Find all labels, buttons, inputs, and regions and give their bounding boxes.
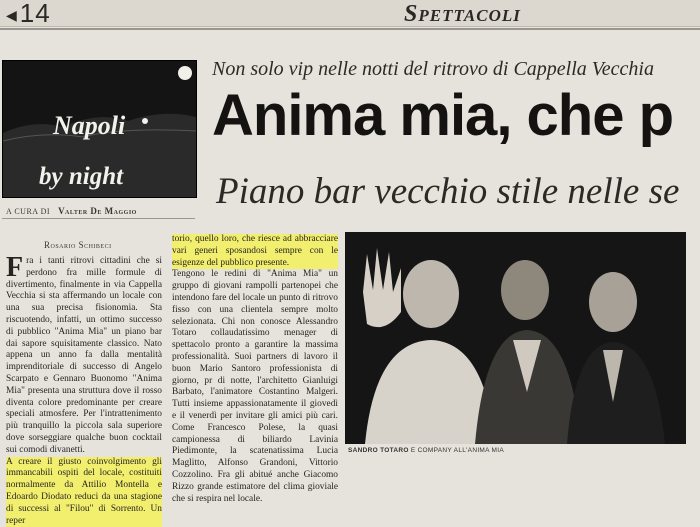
drop-cap: F	[6, 252, 24, 283]
curated-by	[6, 206, 137, 216]
column-2-text: Tengono le redini di "Anima Mia" un gruppo di giovani rampolli partenopei che intendono fare del locale un punto di ritrovo fisso con una clientela sempre molto selezionata. Chi non conosce Alessandro Totaro collaudatissimo menager di spettacolo pronto a garantire la massima professionalità. Suoi partners di lavoro il buon Mario Santoro professionista di giorno, pr di notte, l'architetto Gianluigi Barbato, l'animatore Costantino Malgeri. Tutti insieme appassionatamente il giovedì e il venerdì per invitare gli amici più cari. Come Francesco Polese, la quasi campionessa di biliardo Lavinia Piedimonte, la scatenatissima Lucia Maglitto, Alfonso Grandoni, Vittorio Cozzolino. Fra gli abitué anche Giacomo Rizzo grande estimatore del clima gioviale che si respira nel locale.	[172, 269, 338, 504]
napoli-by-night-logo	[2, 60, 197, 198]
caption-name: SANDRO TOTARO	[348, 447, 409, 454]
highlighted-passage-1: A creare il giusto coinvolgimento gli immancabili ospiti del locale, costituiti normalmente da Attilio Montella e Edoardo Diodato reduci da una stagione di successi al "Filou" di Sorrento. Un reper	[6, 456, 162, 526]
curated-name: Valter De Maggio	[58, 206, 137, 216]
column-1-text: ra i tanti ritrovi cittadini che si perdono fra mille formule di divertimento, finalmente in via Cappella Vecchia si sta affermando un locale con una sua precisa fisionomia. Sta riscuotendo, infatti, un ottimo successo di pubblico "Anima Mia" un piano bar dai sapore squisitamente classico. Nato appena un anno fa dalla mentalità imprenditoriale di successo di Angelo Scarpato e Gennaro Buonomo "Anima Mia" presenta una struttura dove il rosso diventa colore predominante per creare speciali atmosfere. Per l'intrattenimento più tranquillo la piccola sala superiore dove sorseggiare qualche buon cocktail sui comodi divanetti.	[6, 256, 162, 455]
article-kicker: Non solo vip nelle notti del ritrovo di Cappella Vecchia	[212, 58, 654, 80]
author-byline: Rosario Schibeci	[44, 240, 112, 250]
photo-caption	[348, 447, 504, 454]
page-number-text: 14	[19, 0, 51, 28]
logo-line-by-night: by night	[39, 163, 124, 190]
star-icon	[142, 118, 148, 124]
photo-group-of-men	[345, 232, 686, 444]
page-number	[6, 0, 51, 29]
article-photo	[345, 232, 686, 444]
logo-line-napoli: Napoli	[53, 111, 126, 140]
highlighted-passage-2: torio, quello loro, che riesce ad abbracciare vari generi sposandosi sempre con le esigenze del pubblico presente.	[172, 234, 338, 268]
byline-divider	[2, 218, 195, 219]
article-subhead: Piano bar vecchio stile nelle se	[216, 171, 680, 212]
caption-rest: E COMPANY ALL'ANIMA MIA	[408, 447, 504, 454]
section-title: Spettacoli	[404, 1, 521, 27]
article-column-1	[6, 252, 162, 527]
arrow-icon: ◀	[6, 6, 18, 23]
article-headline: Anima mia, che p	[212, 83, 674, 148]
header-divider	[0, 28, 700, 30]
moon-icon	[178, 66, 192, 80]
header-band	[0, 0, 700, 27]
article-column-2	[172, 234, 338, 505]
curated-label: A CURA DI	[6, 207, 51, 216]
